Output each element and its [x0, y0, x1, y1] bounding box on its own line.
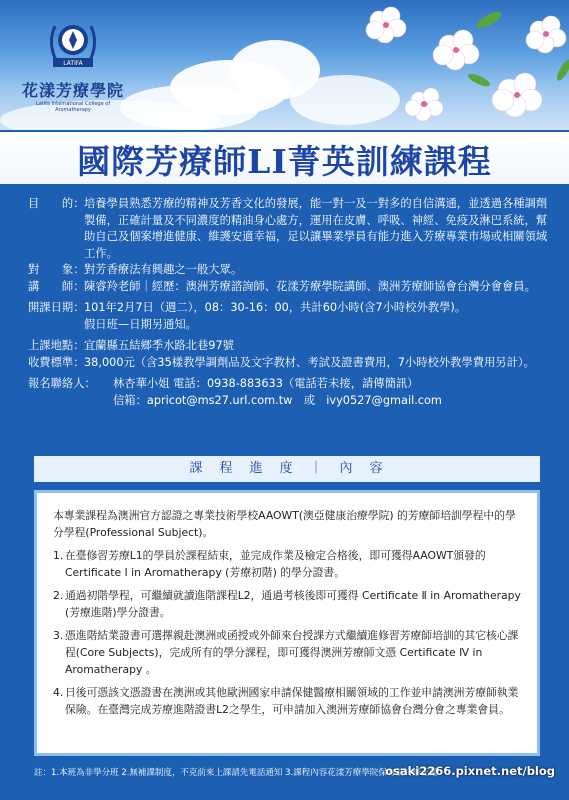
date-label: 開課日期：: [28, 301, 85, 314]
item-text: 通過初階學程，可繼續就讀進階課程L2，通過考核後即可獲得 Certificate Ⅱ in Aromatherapy (芳療進階)學分證書。: [65, 589, 521, 619]
item-number: 1.: [53, 549, 64, 562]
audience-label: 對 象：: [28, 263, 85, 276]
list-item: [53, 547, 523, 581]
date-note: 假日班—日期另通知。: [84, 317, 197, 331]
panel-intro: 本專業課程為澳洲官方認證之專業技術學校AAOWT(澳亞健康治療學院) 的芳療師培訓學程中的學分學程(Professional Subject)。: [53, 509, 516, 539]
place-row: [28, 338, 558, 355]
place-text: 宜蘭縣五結鄉季水路北巷97號: [84, 339, 234, 352]
teacher-text: 陳睿羚老師｜經歷：澳洲芳療諮詢師、花漾芳療學院講師、澳洲芳療師協會台灣分會會員。: [84, 279, 536, 293]
audience-row: [28, 262, 558, 279]
list-item: [53, 627, 523, 678]
item-number: 3.: [53, 629, 64, 642]
fee-label: 收費標準：: [28, 355, 85, 369]
footer: [0, 760, 569, 800]
item-text: 在臺修習芳療L1的學員於課程結束，並完成作業及檢定合格後，即可獲得AAOWT頒發的Certificate I in Aromatherapy (芳療初階) 的學分證書。: [65, 549, 486, 579]
purpose-text: 培養學員熟悉芳療的精神及芳香文化的發展，能一對一及一對多的自信溝通，並透過各種調劑製備，正確計量及不同濃度的精油身心處方，運用在皮膚、呼吸、神經、免疫及淋巴系統，幫助自己及個案增進健康、維護安適幸福，足以讓畢業學員有能力進入芳療專業市場或相關領域工作。: [84, 197, 548, 260]
date-note-row: [28, 317, 558, 334]
watermark: osaki2266.pixnet.net/blog: [385, 764, 555, 778]
contact-label: 報名聯絡人：: [28, 377, 96, 390]
teacher-row: [28, 279, 558, 296]
item-number: 4.: [53, 686, 64, 699]
list-item: [53, 587, 523, 621]
list-item: [53, 684, 523, 718]
teacher-label: 講 師：: [28, 279, 85, 293]
item-text: 日後可憑該文憑證書在澳洲或其他歐洲國家申請保健醫療相關領域的工作並申請澳洲芳療師執業保險。在臺灣完成芳療進階證書L2之學生，可申請加入澳洲芳療師協會台灣分會之專業會員。: [65, 686, 519, 716]
laurel-emblem-icon: [43, 14, 103, 72]
cherry-blossom-graphic: [339, 0, 569, 130]
item-number: 2.: [53, 589, 64, 602]
college-name: 花漾芳療學院: [21, 81, 124, 100]
course-progress-panel: [34, 490, 540, 756]
fee-text: 38,000元（含35樣教學調劑品及文字教材、考試及證書費用，7小時校外教學費用另計）。: [84, 355, 535, 369]
contact-row: [28, 376, 558, 393]
section-header: 課 程 進 度 ｜ 內 容: [34, 456, 540, 482]
date-text: 101年2月7日（週二），08：30-16：00，共計60小時(含7小時校外教學)。: [84, 301, 467, 314]
place-label: 上課地點：: [28, 339, 85, 352]
mail-text: 信箱：apricot@ms27.url.com.tw 或 ivy0527@gmail.com: [113, 393, 442, 407]
date-row: [28, 300, 558, 317]
item-text: 憑進階結業證書可選擇親赴澳洲或函授或外師來台授課方式繼續進修習芳療師培訓的其它核心課程(Core Subjects)，完成所有的學分課程，即可獲得澳洲芳療師文憑 Certificate Ⅳ in Aromatherapy 。: [65, 629, 519, 676]
contact-text: 林杏華小姐 電話：0938-883633（電話若未接，請傳簡訊）: [113, 377, 419, 390]
purpose-label: 目 的：: [28, 197, 85, 210]
header-banner: [0, 0, 569, 130]
footer-note: 註：1.本班為非學分班 2.無補課制度，不克前來上課請先電話通知 3.課程內容花漾芳療學院保有最終修正權: [34, 768, 438, 778]
emblem-text: LATIFA: [63, 60, 83, 67]
mail-row: [28, 393, 558, 410]
page-title: 國際芳療師LI菁英訓練課程: [77, 142, 492, 181]
college-logo: [18, 14, 128, 113]
audience-text: 對芳香療法有興趣之一般大眾。: [84, 263, 243, 276]
title-band: [0, 130, 569, 184]
purpose-row: [28, 196, 558, 262]
college-subtitle: Latifa International College of Aromatherapy: [35, 101, 111, 113]
fee-row: [28, 355, 558, 372]
course-info: [28, 196, 558, 409]
